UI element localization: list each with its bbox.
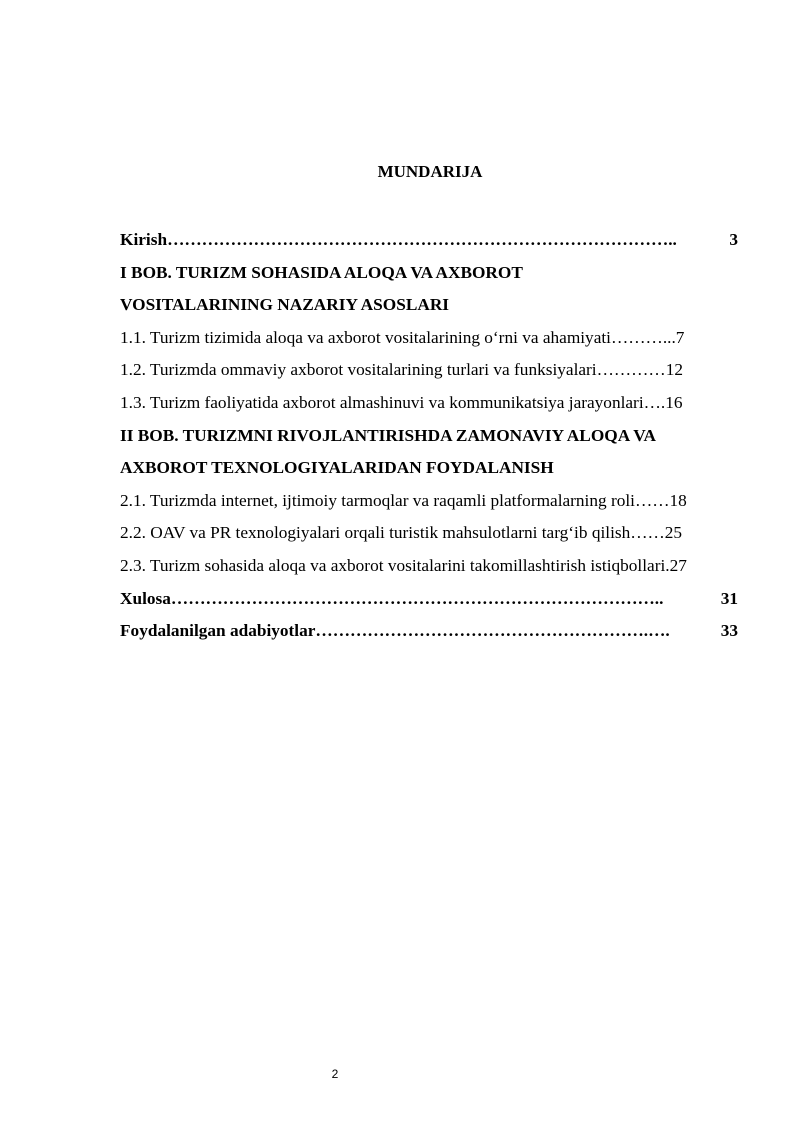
toc-entry-1-2[interactable]: 1.2. Turizmda ommaviy axborot vositalarining turlari va funksiyalari…………12 <box>120 360 683 380</box>
page-number: 2 <box>331 1067 339 1081</box>
toc-page-number: 31 <box>720 588 738 608</box>
toc-entry-2-2[interactable]: 2.2. OAV va PR texnologiyalari orqali turistik mahsulotlarni targ‘ib qilish……25 <box>120 523 683 543</box>
toc-chapter-1-title-line-1[interactable]: I BOB. TURIZM SOHASIDA ALOQA VA AXBOROT <box>120 262 523 282</box>
toc-leader-dots: ………………………………………………………………………….. <box>170 588 664 608</box>
toc-entry-2-3[interactable]: 2.3. Turizm sohasida aloqa va axborot vositalarini takomillashtirish istiqbollari.27 <box>120 555 687 575</box>
toc-chapter-1-title-line-2[interactable]: VOSITALARINING NAZARIY ASOSLARI <box>120 295 450 315</box>
toc-entry-label: Xulosa <box>120 588 171 608</box>
toc-entry-label: Foydalanilgan adabiyotlar <box>120 621 316 641</box>
toc-entry-label: Kirish <box>120 230 168 249</box>
toc-entry-1-1[interactable]: 1.1. Turizm tizimida aloqa va axborot vositalarining o‘rni va ahamiyati………...7 <box>120 327 685 347</box>
table-of-contents <box>120 226 738 650</box>
toc-chapter-2-title-line-1[interactable]: II BOB. TURIZMNI RIVOJLANTIRISHDA ZAMONAVIY ALOQA VA <box>120 425 656 445</box>
toc-entry-2-1[interactable]: 2.1. Turizmda internet, ijtimoiy tarmoqlar va raqamli platformalarning roli……18 <box>120 490 687 510</box>
toc-chapter-2-title-line-2[interactable]: AXBOROT TEXNOLOGIYALARIDAN FOYDALANISH <box>120 458 554 478</box>
toc-entry-1-3[interactable]: 1.3. Turizm faoliyatida axborot almashinuvi va kommunikatsiya jarayonlari….16 <box>120 392 683 412</box>
page-title: MUNDARIJA <box>377 162 483 181</box>
toc-entry-adabiyotlar[interactable] <box>120 617 738 650</box>
toc-leader-dots: …………………………………………………………………………….. <box>167 230 677 249</box>
toc-page-number: 33 <box>720 621 738 641</box>
toc-entry-xulosa[interactable] <box>120 585 738 618</box>
toc-entry-kirish[interactable] <box>120 226 738 259</box>
toc-leader-dots: ………………………………………………….…. <box>315 621 670 641</box>
toc-page-number: 3 <box>729 230 738 249</box>
